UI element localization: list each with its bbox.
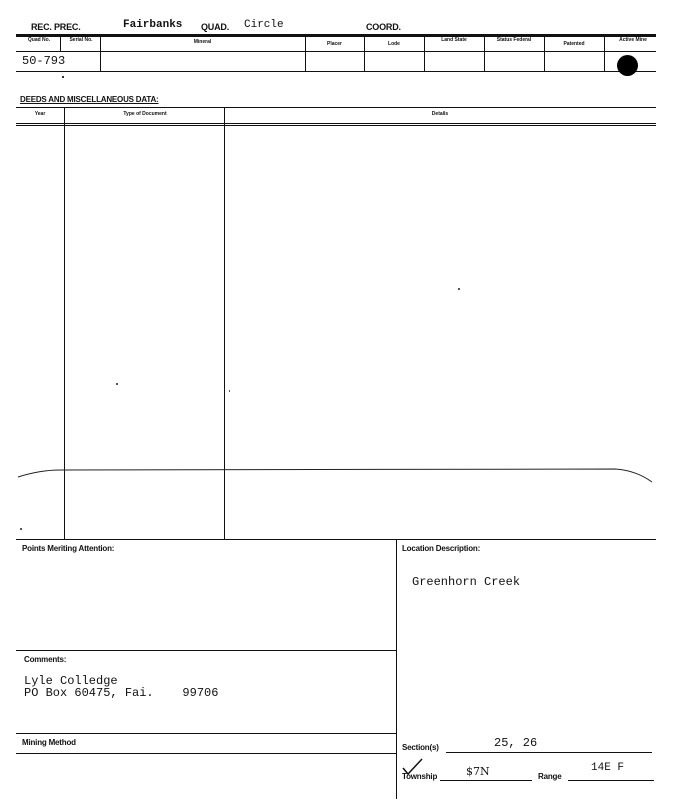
scan-speck	[229, 390, 230, 392]
col-placer: Placer	[326, 41, 342, 47]
coord-label: COORD.	[366, 22, 401, 32]
township-underline	[440, 780, 532, 781]
col-divider	[60, 36, 61, 51]
record-row-rule	[16, 71, 656, 72]
col-mineral: Mineral	[193, 39, 212, 45]
range-label: Range	[538, 772, 562, 781]
deeds-year-header: Year	[34, 111, 46, 117]
mining-method-label: Mining Method	[22, 738, 76, 747]
township-value: $7N	[466, 765, 490, 778]
deeds-type-header: Type of Document	[123, 111, 167, 117]
points-meriting-label: Points Meriting Attention:	[22, 544, 115, 553]
location-description-value: Greenhorn Creek	[412, 575, 521, 589]
col-lode: Lode	[388, 41, 400, 47]
record-number: 50-793	[22, 54, 66, 68]
col-active-mine: Active Mine	[619, 37, 647, 43]
scan-speck	[116, 383, 118, 385]
rec-prec-label: REC. PREC.	[31, 22, 81, 32]
deeds-header-rule-2	[16, 125, 656, 126]
col-divider	[484, 36, 485, 72]
deeds-section-title: DEEDS AND MISCELLANEOUS DATA:	[20, 95, 159, 104]
deeds-top-rule	[16, 107, 656, 108]
header-thick-rule	[16, 35, 656, 37]
comments-line-1: Lyle Colledge	[24, 674, 118, 688]
comments-line-2: PO Box 60475, Fai. 99706	[24, 686, 219, 700]
col-divider	[604, 36, 605, 72]
fold-line	[0, 460, 678, 490]
scan-speck	[20, 528, 22, 530]
col-divider	[424, 36, 425, 72]
active-mine-dot	[617, 55, 638, 76]
township-label: Township	[402, 772, 438, 781]
column-header-rule	[16, 51, 656, 52]
quad-sub-name: Circle	[244, 19, 284, 31]
location-description-label: Location Description:	[402, 544, 481, 553]
deeds-details-header: Details	[431, 111, 449, 117]
quad-label: QUAD.	[201, 22, 229, 32]
quad-name: Fairbanks	[123, 19, 183, 31]
sections-underline	[446, 752, 652, 753]
col-serial-no: Serial No.	[69, 37, 93, 43]
col-land-state: Land State	[441, 37, 467, 43]
sections-label: Section(s)	[402, 743, 439, 752]
mining-bottom-rule	[16, 753, 396, 754]
col-status-federal: Status Federal	[496, 37, 532, 43]
col-patented: Patented	[563, 41, 585, 47]
comments-top-rule	[16, 650, 396, 651]
col-quad-no: Quad No.	[27, 37, 51, 43]
mining-top-rule	[16, 733, 396, 734]
lower-divider	[396, 539, 397, 799]
comments-label: Comments:	[24, 655, 67, 664]
deeds-bottom-rule	[16, 539, 656, 540]
sections-value: 25, 26	[494, 736, 538, 750]
range-value: 14E F	[591, 762, 625, 774]
stray-mark	[62, 76, 64, 78]
deeds-header-rule	[16, 123, 656, 124]
range-underline	[568, 780, 654, 781]
scan-speck	[458, 288, 460, 290]
